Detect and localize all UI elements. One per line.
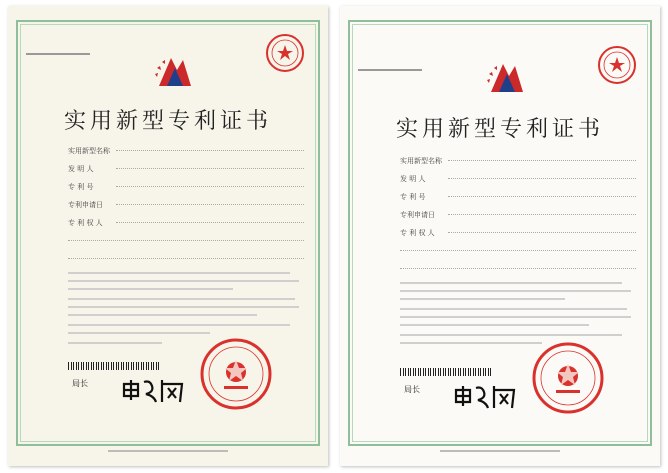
- text-line: [400, 308, 627, 310]
- field-label: 发 明 人: [400, 175, 426, 183]
- text-line: [400, 290, 631, 292]
- text-line: [400, 316, 631, 318]
- field-label: 专 利 权 人: [400, 229, 435, 237]
- field-value-line: [68, 258, 304, 259]
- field-row-date: [400, 210, 636, 220]
- field-value-line: [116, 186, 304, 187]
- field-label: 发 明 人: [68, 165, 94, 173]
- certificate-right: [340, 6, 660, 466]
- field-value-line: [448, 196, 636, 197]
- handwritten-signature: [452, 382, 518, 410]
- text-line: [400, 324, 589, 326]
- text-line: [68, 288, 233, 290]
- field-label: 专 利 权 人: [68, 219, 103, 227]
- text-line: [68, 306, 299, 308]
- field-label: 专 利 号: [68, 183, 94, 191]
- field-row-grant-date: [400, 264, 636, 274]
- top-seal-icon: [264, 32, 306, 74]
- field-value-line: [68, 240, 304, 241]
- official-red-seal-icon: [198, 336, 274, 412]
- field-row-address: [400, 246, 636, 256]
- field-row-date: [68, 200, 304, 210]
- certificate-title: 实用新型专利证书: [395, 117, 604, 142]
- field-row-name: [68, 146, 304, 156]
- field-row-name: [400, 156, 636, 166]
- barcode: [400, 368, 492, 376]
- field-label: 专 利 号: [400, 193, 426, 201]
- text-line: [400, 282, 622, 284]
- signature-title: 局长: [404, 385, 420, 394]
- field-value-line: [400, 250, 636, 251]
- field-row-grant-date: [68, 254, 304, 264]
- field-value-line: [448, 160, 636, 161]
- handwritten-signature: [120, 376, 186, 404]
- field-row-address: [68, 236, 304, 246]
- official-red-seal-icon: [530, 340, 606, 416]
- field-value-line: [400, 268, 636, 269]
- certificate-left: [8, 6, 328, 466]
- text-line: [68, 272, 290, 274]
- text-line: [400, 298, 565, 300]
- barcode: [68, 362, 160, 370]
- field-value-line: [448, 232, 636, 233]
- field-row-inventor: [400, 174, 636, 184]
- field-row-number: [68, 182, 304, 192]
- text-line: [68, 342, 162, 344]
- text-line: [68, 324, 290, 326]
- patent-office-emblem-icon: [153, 48, 197, 92]
- certificate-number: [358, 66, 422, 74]
- text-line: [68, 332, 210, 334]
- signature-title: 局长: [72, 379, 88, 388]
- field-label: 实用新型名称: [400, 157, 442, 165]
- field-row-holder: [400, 228, 636, 238]
- text-line: [68, 280, 299, 282]
- page-footer: [108, 450, 228, 452]
- certificate-title: 实用新型专利证书: [63, 109, 272, 134]
- cert-number-line: [26, 53, 90, 55]
- field-label: 专利申请日: [68, 201, 103, 209]
- top-seal-icon: [596, 44, 638, 86]
- text-line: [68, 314, 257, 316]
- certificate-number: [26, 50, 90, 58]
- field-value-line: [116, 222, 304, 223]
- field-label: 实用新型名称: [68, 147, 110, 155]
- field-row-inventor: [68, 164, 304, 174]
- text-line: [68, 298, 295, 300]
- field-row-holder: [68, 218, 304, 228]
- cert-number-line: [358, 69, 422, 71]
- field-value-line: [116, 204, 304, 205]
- page-footer: [440, 450, 560, 452]
- text-line: [400, 342, 542, 344]
- field-value-line: [116, 168, 304, 169]
- patent-office-emblem-icon: [485, 54, 529, 98]
- field-value-line: [448, 178, 636, 179]
- field-row-number: [400, 192, 636, 202]
- field-value-line: [116, 150, 304, 151]
- field-value-line: [448, 214, 636, 215]
- text-line: [400, 334, 622, 336]
- field-label: 专利申请日: [400, 211, 435, 219]
